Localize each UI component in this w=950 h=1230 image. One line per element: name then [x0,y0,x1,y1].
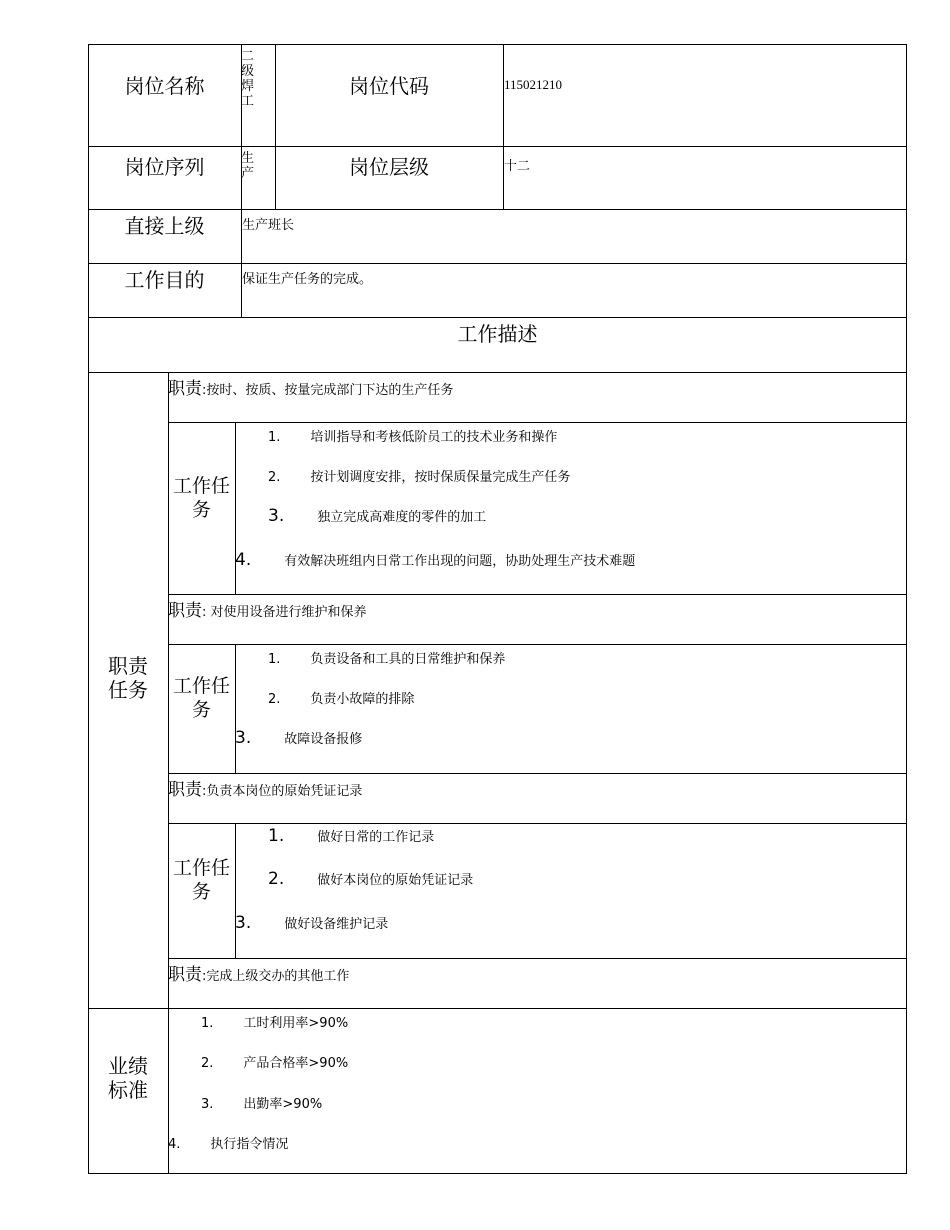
duty-prefix: 职责 [168,379,202,399]
duty-text: :完成上级交办的其他工作 [202,969,350,984]
row-divider [88,317,907,318]
post-seq-value: 生产 [241,151,255,181]
description-title: 工作描述 [457,322,538,346]
row-divider [168,422,907,423]
duty-prefix: 职责 [168,780,202,800]
task-item: 1. 培训指导和考核低阶员工的技术业务和操作 [268,430,558,445]
task-label: 工作任 务 [172,857,230,903]
task-item: 3. 故障设备报修 [235,728,363,748]
post-name-label: 岗位名称 [124,74,205,98]
duty-text: : 对使用设备进行维护和保养 [202,605,367,620]
row-divider [168,594,907,595]
duty-heading [168,778,362,802]
col-divider [235,823,236,959]
row-divider [168,958,907,959]
post-level-value: 十二 [504,159,531,174]
row-divider [88,146,907,147]
performance-item: 3. 出勤率>90% [201,1097,323,1112]
duty-prefix: 职责 [168,601,202,621]
table-border-right [906,44,907,1174]
duty-heading [168,963,349,987]
task-item: 3. 做好设备维护记录 [235,913,389,933]
duty-heading [168,599,367,623]
performance-item: 2. 产品合格率>90% [201,1056,349,1071]
purpose-label: 工作目的 [124,268,205,292]
duty-prefix: 职责 [168,965,202,985]
post-level-label: 岗位层级 [349,155,429,179]
post-code-value: 115021210 [504,77,563,92]
col-divider [503,44,504,210]
task-item: 2. 做好本岗位的原始凭证记录 [268,869,474,889]
col-divider [275,44,276,210]
row-divider [168,823,907,824]
task-item: 4. 有效解决班组内日常工作出现的问题，协助处理生产技术难题 [235,550,636,570]
task-item: 1. 负责设备和工具的日常维护和保养 [268,652,506,667]
performance-label: 业绩 标准 [108,1054,148,1102]
row-divider [88,372,907,373]
col-divider [235,644,236,774]
performance-item: 1. 工时利用率>90% [201,1016,349,1031]
task-item: 1. 做好日常的工作记录 [268,826,435,846]
duty-heading [168,377,453,401]
purpose-value: 保证生产任务的完成。 [242,272,373,287]
post-seq-label: 岗位序列 [124,155,205,179]
task-label: 工作任 务 [172,475,230,521]
superior-value: 生产班长 [242,218,295,233]
post-name-value: 二级焊工 [241,49,255,109]
table-border-top [88,44,907,45]
task-label: 工作任 务 [172,675,230,721]
duties-label-line: 职责 [108,654,148,678]
row-divider [168,644,907,645]
row-divider [88,263,907,264]
performance-item: 4. 执行指令情况 [168,1137,289,1152]
superior-label: 直接上级 [124,214,205,238]
task-item: 3. 独立完成高难度的零件的加工 [268,506,487,526]
duties-label-line: 任务 [108,678,148,702]
row-divider [88,1008,907,1009]
task-item: 2. 负责小故障的排除 [268,692,415,707]
duty-text: :按时、按质、按量完成部门下达的生产任务 [202,383,454,398]
duties-label [88,654,168,702]
row-divider [168,773,907,774]
post-code-label: 岗位代码 [349,74,429,98]
duty-text: :负责本岗位的原始凭证记录 [202,784,363,799]
row-divider [88,209,907,210]
table-border-bottom [88,1173,907,1174]
task-item: 2. 按计划调度安排，按时保质保量完成生产任务 [268,470,571,485]
